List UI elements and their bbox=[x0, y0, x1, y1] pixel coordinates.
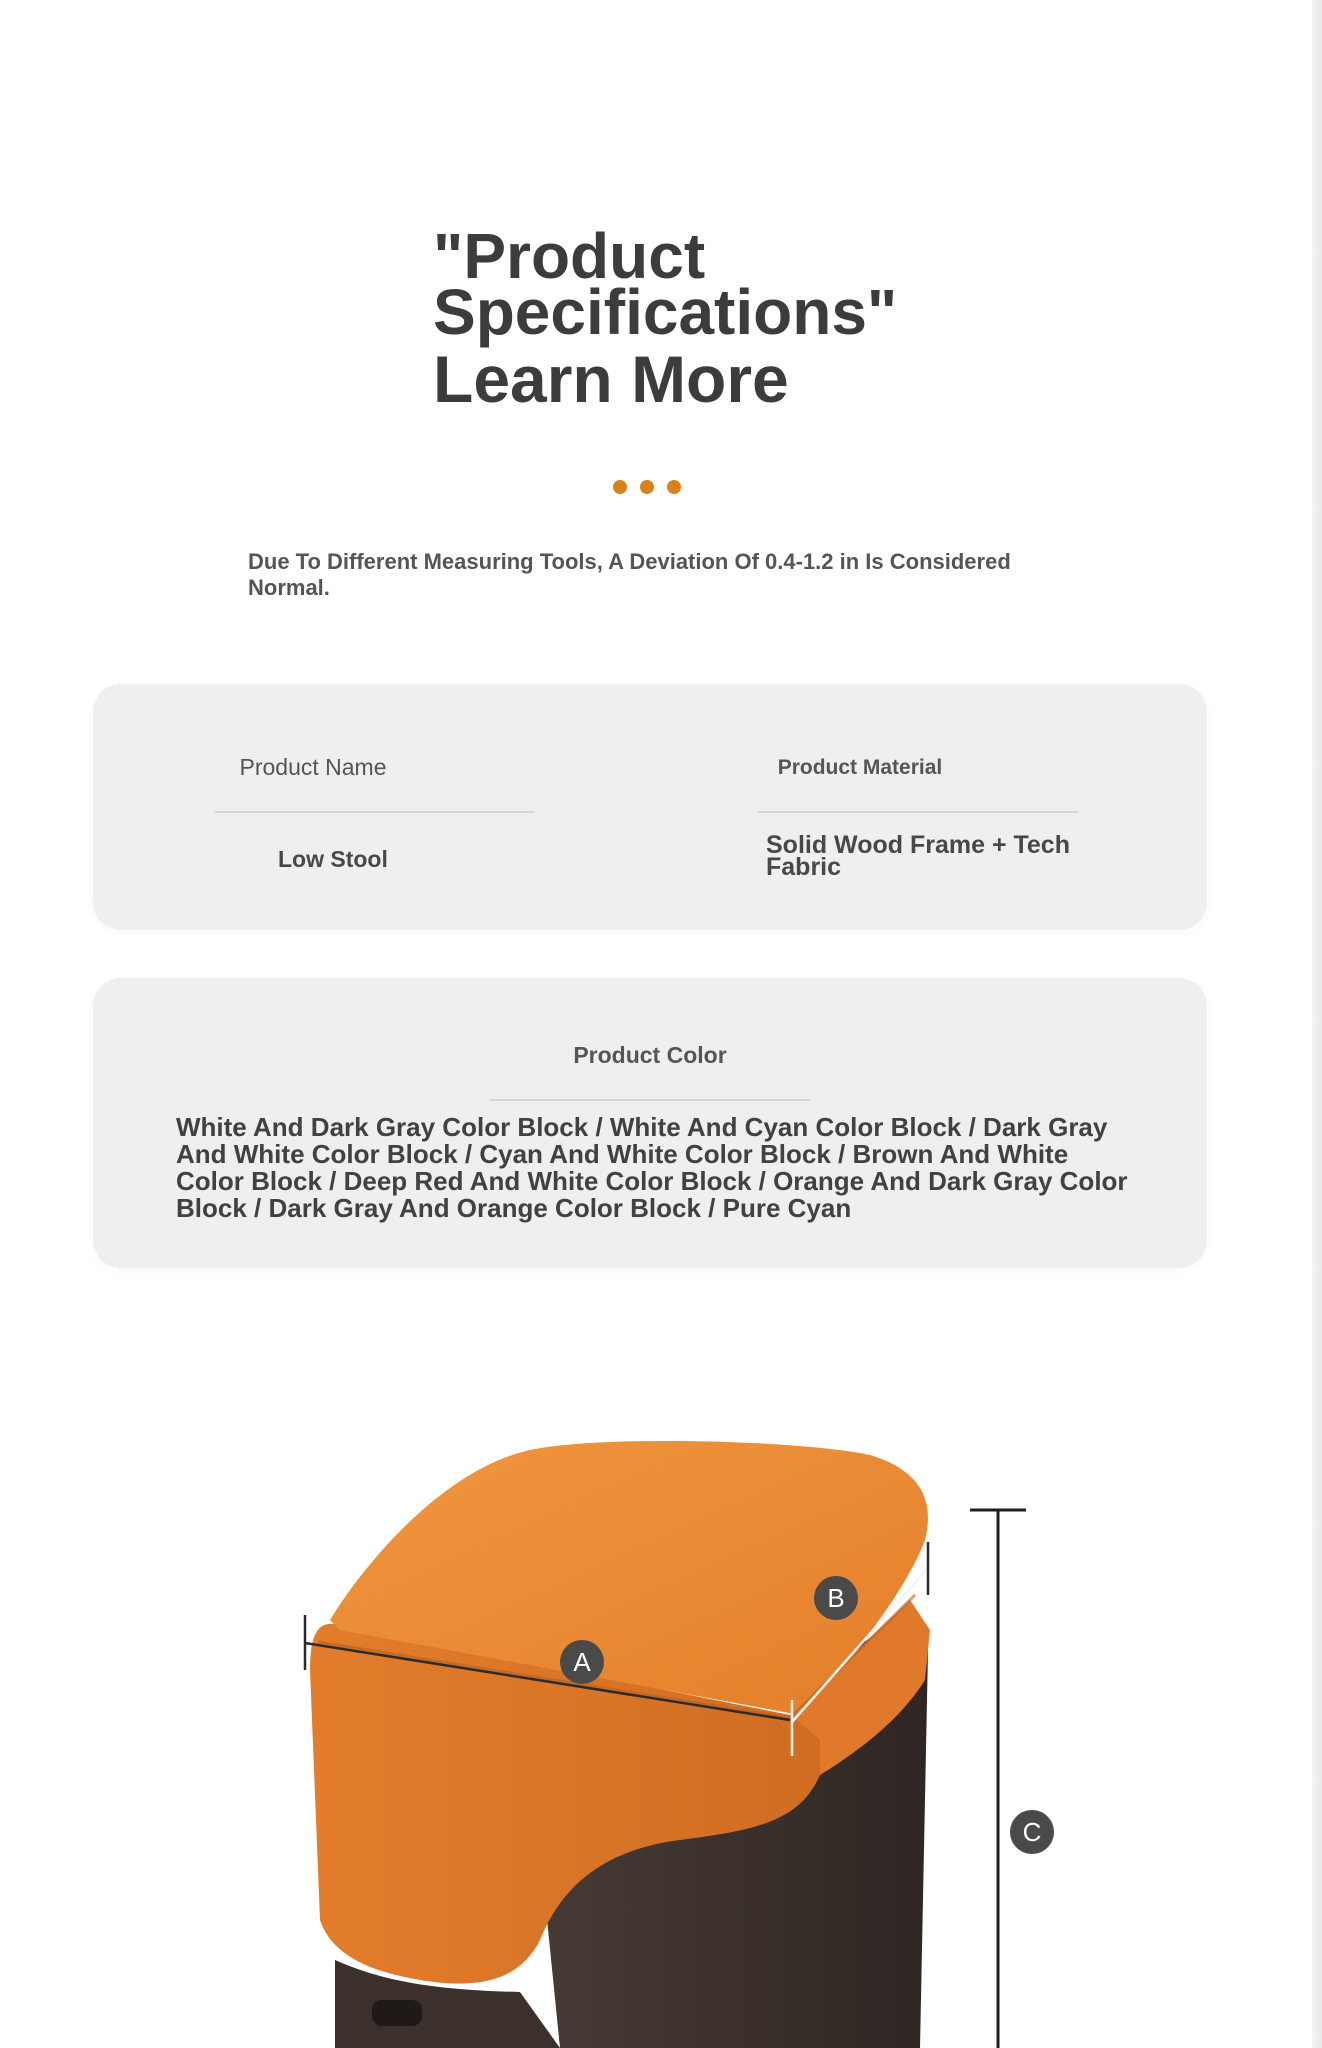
product-color-label: Product Color bbox=[573, 1042, 727, 1068]
product-color-value: White And Dark Gray Color Block / White And Cyan Color Block / Dark Gray And White Color Block / Cyan And White Color Block / Brown And White Color Block / Deep Red And White Color Block / Orange And Dark Gray Color Block / Dark Gray And Orange Color Block / Pure Cyan bbox=[176, 1112, 1128, 1223]
title-line-3: Learn More bbox=[433, 342, 789, 416]
spec-card-color bbox=[93, 978, 1207, 1268]
dot bbox=[613, 480, 627, 494]
divider bbox=[490, 1099, 810, 1101]
svg-text:B: B bbox=[827, 1583, 845, 1613]
title-line-2: Specifications" bbox=[433, 276, 898, 348]
dot bbox=[667, 480, 681, 494]
stool-dimension-diagram bbox=[0, 1380, 1312, 2048]
svg-text:C: C bbox=[1022, 1817, 1042, 1847]
svg-text:A: A bbox=[573, 1647, 591, 1677]
measurement-note: Due To Different Measuring Tools, A Deviation Of 0.4-1.2 in Is Considered Normal. bbox=[248, 549, 1011, 600]
dot bbox=[640, 480, 654, 494]
title-line-1: "Product bbox=[433, 220, 706, 292]
dimension-label-c bbox=[1010, 1810, 1054, 1854]
page-edge-shadow bbox=[1312, 0, 1322, 2048]
spec-card-name-material bbox=[93, 684, 1207, 930]
dimension-label-b bbox=[814, 1576, 858, 1620]
stool-illustration bbox=[310, 1441, 930, 2048]
product-name-label: Product Name bbox=[239, 754, 387, 780]
dimension-label-a bbox=[560, 1640, 604, 1684]
page-title bbox=[433, 220, 898, 416]
product-material-label: Product Material bbox=[777, 756, 943, 779]
product-material-value: Solid Wood Frame + Tech Fabric bbox=[766, 831, 1070, 881]
product-name-value: Low Stool bbox=[278, 846, 388, 872]
decorative-dots bbox=[613, 480, 681, 494]
divider bbox=[758, 811, 1078, 813]
divider bbox=[215, 811, 535, 813]
